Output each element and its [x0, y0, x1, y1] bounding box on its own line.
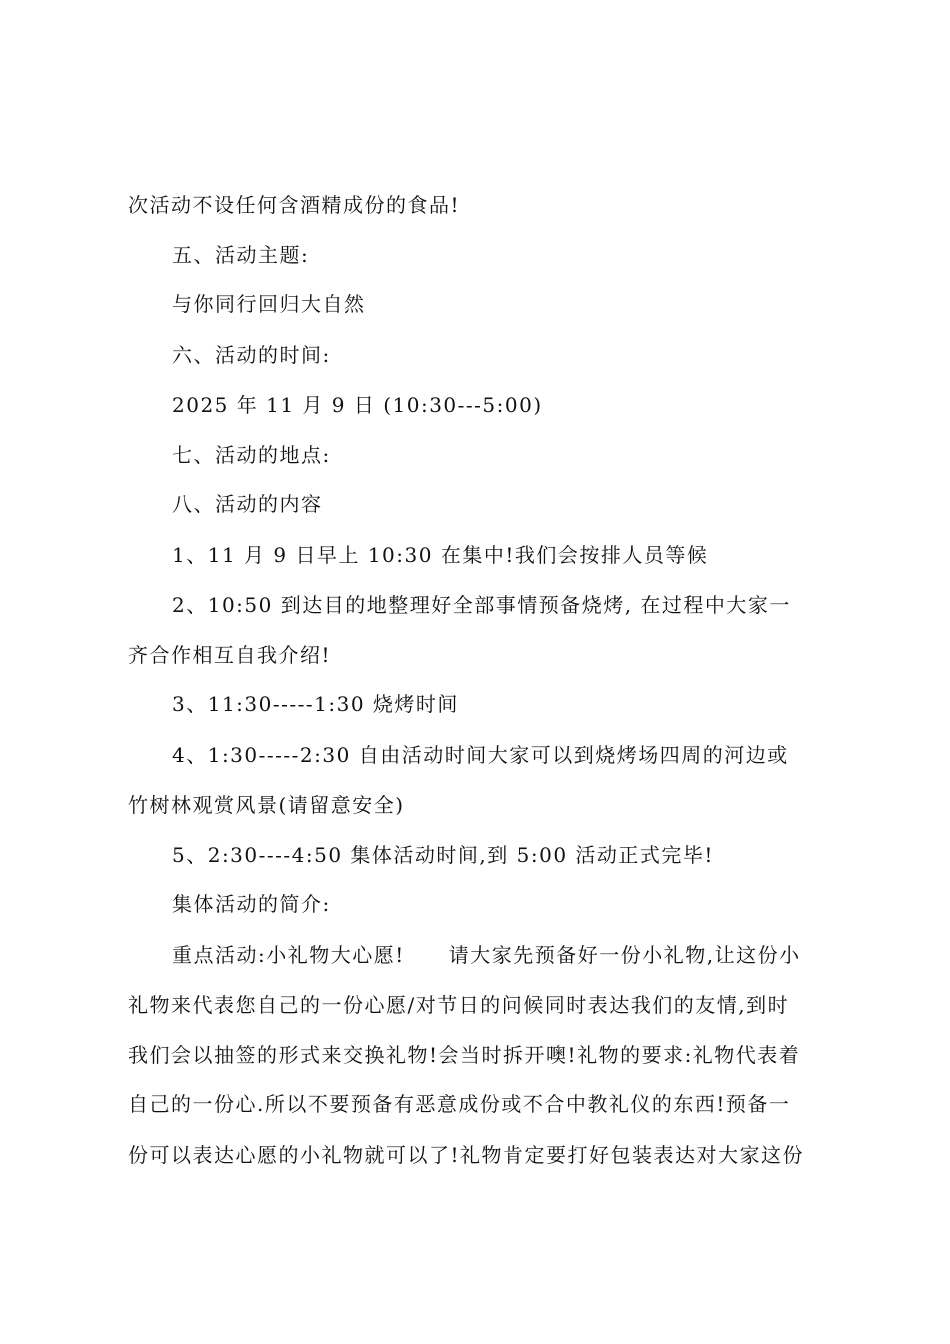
section-heading-theme: 五、活动主题:	[172, 243, 310, 267]
section-heading-content: 八、活动的内容	[172, 492, 323, 516]
list-item: 1、11 月 9 日早上 10:30 在集中!我们会按排人员等候	[172, 543, 709, 567]
highlight-activity-title: 重点活动:小礼物大心愿!	[172, 943, 405, 967]
paragraph-line: 份可以表达心愿的小礼物就可以了!礼物肯定要打好包装表达对大家这份	[128, 1143, 805, 1167]
paragraph-line: 次活动不设任何含酒精成份的食品!	[128, 193, 461, 217]
list-item: 3、11:30-----1:30 烧烤时间	[172, 692, 459, 716]
list-item: 2、10:50 到达目的地整理好全部事情预备烧烤, 在过程中大家一	[172, 593, 791, 617]
paragraph-line	[172, 940, 838, 970]
paragraph-text: 请大家先预备好一份小礼物,让这份小	[448, 943, 801, 967]
section-heading-location: 七、活动的地点:	[172, 443, 331, 467]
paragraph-line: 与你同行回归大自然	[172, 292, 366, 316]
paragraph-line: 齐合作相互自我介绍!	[128, 643, 332, 667]
paragraph-line: 2025 年 11 月 9 日 (10:30---5:00)	[172, 393, 543, 417]
list-item: 5、2:30----4:50 集体活动时间,到 5:00 活动正式完毕!	[172, 843, 714, 867]
paragraph-line: 礼物来代表您自己的一份心愿/对节日的问候同时表达我们的友情,到时	[128, 993, 790, 1017]
paragraph-line: 竹树林观赏风景(请留意安全)	[128, 793, 405, 817]
paragraph-line: 自己的一份心.所以不要预备有恶意成份或不合中教礼仪的东西!预备一	[128, 1092, 791, 1116]
section-heading-time: 六、活动的时间:	[172, 343, 331, 367]
section-heading-intro: 集体活动的简介:	[172, 892, 331, 916]
list-item: 4、1:30-----2:30 自由活动时间大家可以到烧烤场四周的河边或	[172, 743, 789, 767]
paragraph-line: 我们会以抽签的形式来交换礼物!会当时拆开噢!礼物的要求:礼物代表着	[128, 1043, 801, 1067]
